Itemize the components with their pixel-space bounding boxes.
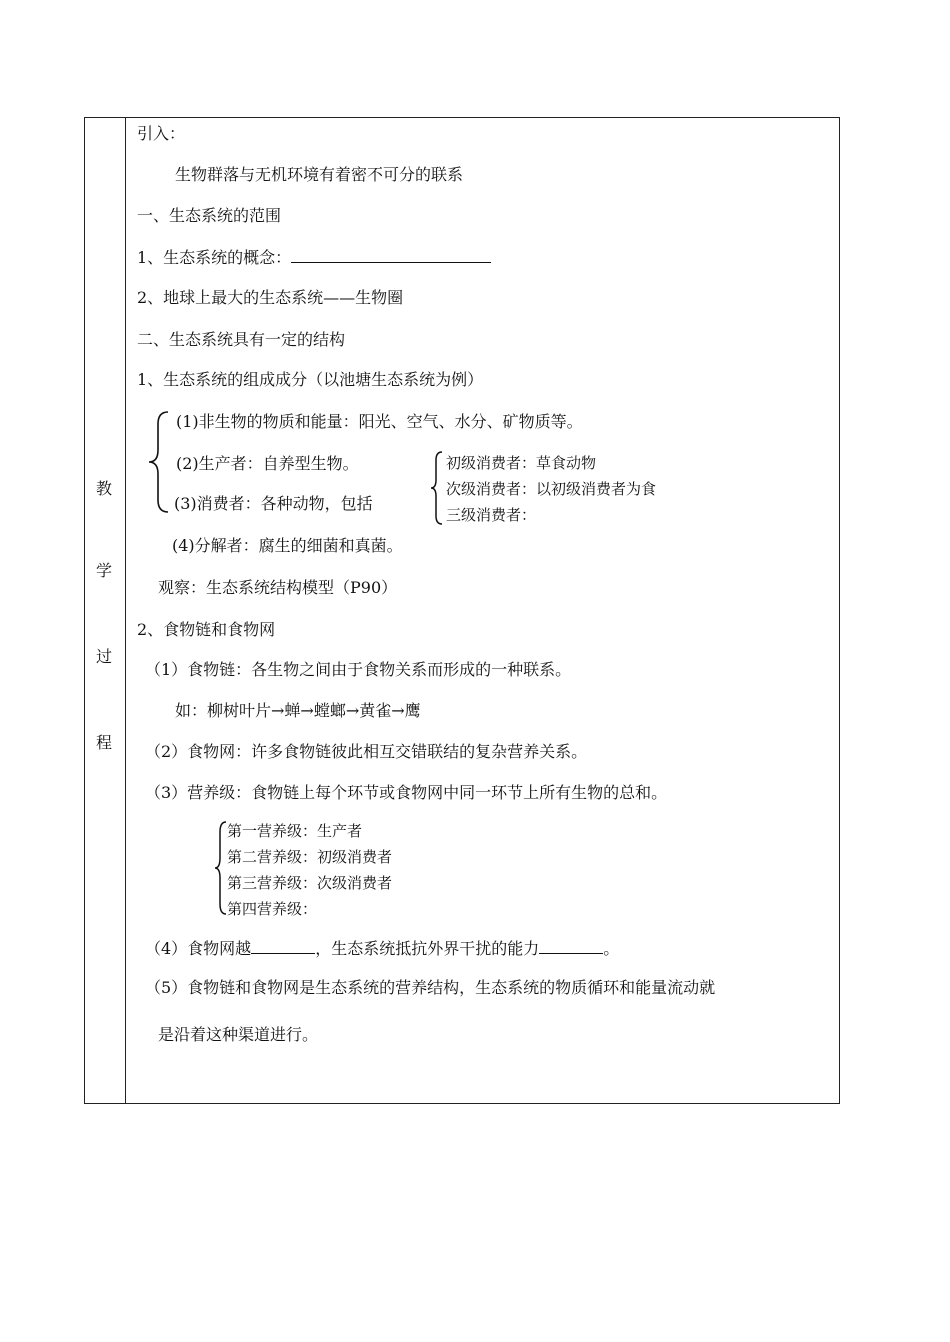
food-chain-def: （1）食物链：各生物之间由于食物关系而形成的一种联系。: [145, 660, 572, 679]
concept-blank: [291, 246, 491, 263]
trophic-level-2: 第二营养级：初级消费者: [227, 848, 393, 866]
concept-line: [137, 246, 491, 268]
nutrition-structure-line-1: （5）食物链和食物网是生态系统的营养结构，生态系统的物质循环和能量流动就: [145, 978, 716, 997]
component-abiotic: (1)非生物的物质和能量：阳光、空气、水分、矿物质等。: [176, 412, 583, 431]
consumer-secondary: 次级消费者：以初级消费者为食: [446, 480, 657, 498]
resistance-blank: [539, 937, 603, 954]
section2-heading: 二、生态系统具有一定的结构: [137, 330, 346, 349]
consumer-primary: 初级消费者：草食动物: [446, 454, 597, 472]
trophic-level-1: 第一营养级：生产者: [227, 822, 363, 840]
component-producer: (2)生产者：自养型生物。: [176, 454, 359, 473]
side-label-char: 学: [95, 561, 112, 580]
stability-text-a: （4）食物网越: [145, 939, 252, 958]
consumers-brace: [430, 450, 444, 526]
components-heading: 1、生态系统的组成成分（以池塘生态系统为例）: [137, 370, 484, 389]
component-decomposer: (4)分解者：腐生的细菌和真菌。: [172, 536, 403, 555]
intro-text: 生物群落与无机环境有着密不可分的联系: [175, 165, 464, 184]
stability-text-b: ，生态系统抵抗外界干扰的能力: [315, 939, 540, 958]
nutrition-structure-line-2: 是沿着这种渠道进行。: [158, 1025, 319, 1044]
complexity-blank: [251, 937, 315, 954]
components-brace: [146, 410, 172, 514]
consumer-tertiary: 三级消费者：: [446, 506, 537, 524]
trophic-brace: [214, 820, 228, 916]
concept-label: 1、生态系统的概念：: [137, 248, 292, 267]
trophic-def: （3）营养级：食物链上每个环节或食物网中同一环节上所有生物的总和。: [145, 783, 668, 802]
food-chain-heading: 2、食物链和食物网: [137, 620, 276, 639]
component-consumer: (3)消费者：各种动物，包括: [174, 494, 373, 513]
column-divider: [125, 117, 126, 1104]
food-web-stability-line: [145, 937, 619, 959]
biosphere-line: 2、地球上最大的生态系统——生物圈: [137, 288, 404, 307]
intro-label: 引入：: [137, 124, 186, 143]
section1-heading: 一、生态系统的范围: [137, 206, 282, 225]
trophic-level-3: 第三营养级：次级消费者: [227, 874, 393, 892]
side-label-char: 程: [95, 733, 112, 752]
observe-line: 观察：生态系统结构模型（P90）: [158, 578, 398, 597]
side-label-char: 教: [95, 479, 112, 498]
side-label-char: 过: [95, 647, 112, 666]
stability-text-c: 。: [603, 939, 620, 958]
food-chain-example: 如：柳树叶片→蝉→螳螂→黄雀→鹰: [175, 701, 421, 720]
food-web-def: （2）食物网：许多食物链彼此相互交错联结的复杂营养关系。: [145, 742, 588, 761]
trophic-level-4: 第四营养级：: [227, 900, 318, 918]
